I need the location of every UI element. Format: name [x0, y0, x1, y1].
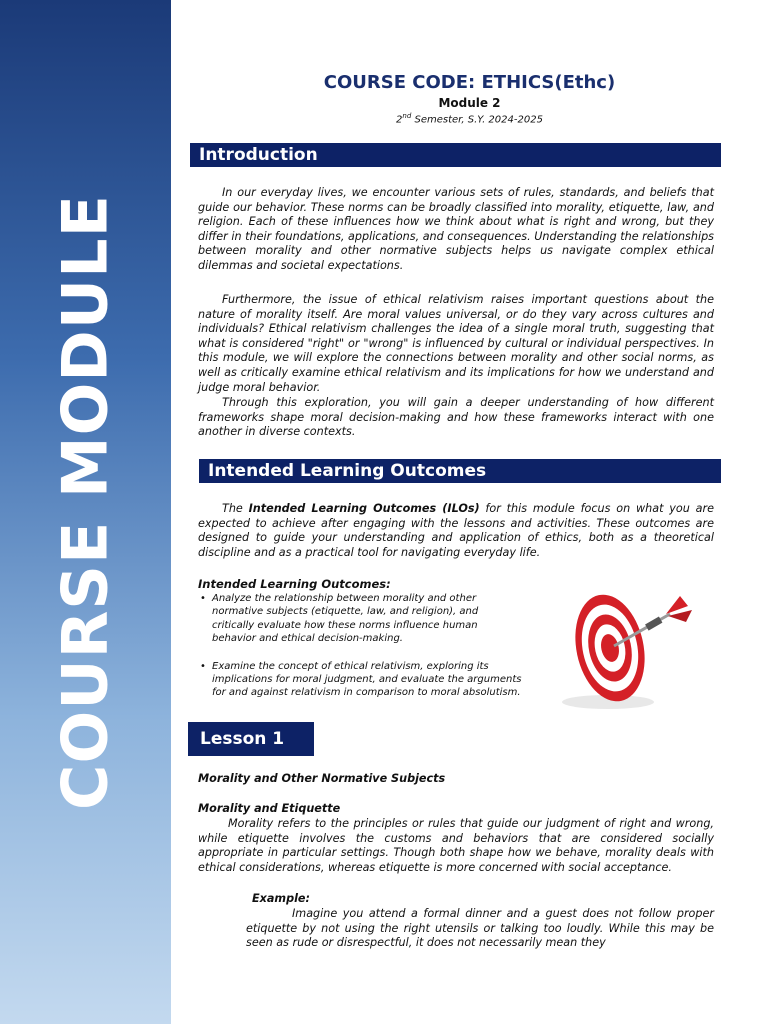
lesson-paragraph-text: Morality refers to the principles or rules that guide our judgment of right and wrong, while etiquette involves the customs and behaviors that are considered socially appropriate in particular settings. Though both shape how we behave, morality deals with ethical considerations, whereas etiquette is more concerned with social acceptance.: [198, 817, 714, 874]
lesson-subheading: Morality and Etiquette: [198, 802, 341, 815]
ilo-heading: Intended Learning Outcomes: [199, 459, 721, 483]
example-text-body: Imagine you attend a formal dinner and a guest does not follow proper etiquette by not using the right utensils or talking too loudly. While this may be seen as rude or disrespectful, it does not necessarily mean they: [246, 907, 714, 950]
ilo-list-item: • Analyze the relationship between morality and other normative subjects (etiquette, law, and religion), and critically evaluate how these norms influence human behavior and ethical decision-making.: [198, 592, 522, 646]
intro-paragraph-3-text: Through this exploration, you will gain a deeper understanding of how different frameworks shape moral decision-making and how these frameworks interact with one another in diverse contexts.: [198, 396, 714, 439]
ilo-intro-post: for this module focus on what you are expected to achieve after engaging with the lessons and activities. These outcomes are designed to guide your understanding and application of ethics, both as a theoretical discipline and as a practical tool for navigating everyday life.: [198, 502, 714, 559]
semester-suffix: nd: [402, 112, 412, 120]
example-label: Example:: [252, 892, 310, 905]
ilo-intro-paragraph: [198, 502, 714, 560]
module-label: Module 2: [438, 96, 501, 110]
semester-number: 2: [396, 114, 403, 126]
intro-paragraph-2: [198, 293, 714, 395]
introduction-heading: Introduction: [190, 143, 721, 167]
lesson-paragraph: [198, 817, 714, 875]
semester-text: Semester, S.Y. 2024-2025: [411, 114, 543, 126]
intro-paragraph-1: [198, 186, 714, 274]
target-with-dart-icon: [548, 584, 708, 716]
ilo-intro-bold: Intended Learning Outcomes (ILOs): [248, 502, 480, 515]
lesson-title: Morality and Other Normative Subjects: [198, 772, 446, 785]
lesson-heading: Lesson 1: [188, 722, 314, 756]
example-text: [246, 907, 714, 951]
ilo-list-heading: Intended Learning Outcomes:: [198, 577, 391, 591]
intro-paragraph-2-text: Furthermore, the issue of ethical relativism raises important questions about the nature of morality itself. Are moral values universal, or do they vary across cultures and individuals? Ethical relativism challenges the idea of a single moral truth, suggesting that what is considered "right" or "wrong" is influenced by cultural or individual perspectives. In this module, we will explore the connections between morality and other social norms, as well as critically examine ethical relativism and its implications for how we understand and judge moral behavior.: [198, 293, 714, 394]
semester-label: [171, 112, 768, 125]
ilo-intro-pre: The: [222, 502, 249, 515]
ilo-list-item: • Examine the concept of ethical relativism, exploring its implications for moral judgment, and evaluate the arguments for and against relativism in comparison to moral absolutism.: [198, 660, 522, 700]
intro-paragraph-1-text: In our everyday lives, we encounter various sets of rules, standards, and beliefs that guide our behavior. These norms can be broadly classified into morality, etiquette, law, and religion. Each of these influences how we think about what is right and wrong, but they differ in their foundations, applications, and consequences. Understanding the relationships between morality and other normative subjects helps us navigate complex ethical dilemmas and societal expectations.: [198, 186, 714, 272]
course-code: COURSE CODE: ETHICS(Ethc): [323, 72, 616, 93]
intro-paragraph-3: [198, 396, 714, 440]
sidebar: [0, 0, 171, 1024]
ilo-list: [198, 592, 522, 700]
sidebar-title: COURSE MODULE: [48, 194, 122, 810]
